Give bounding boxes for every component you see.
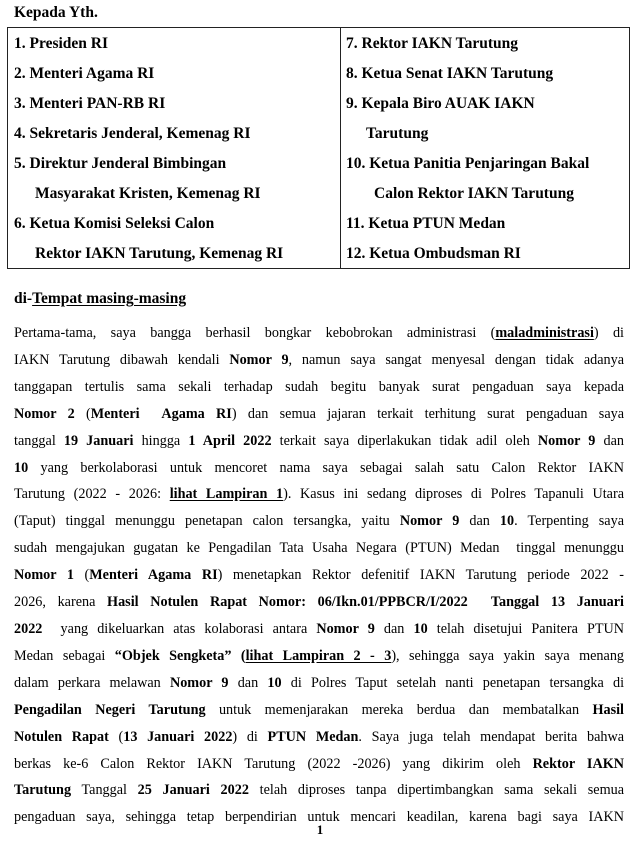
paragraph-line bbox=[14, 697, 624, 724]
text-run: IAKN Tarutung dibawah kendali bbox=[14, 351, 230, 368]
recipient-item bbox=[346, 89, 629, 149]
emphasis: 1 April 2022 bbox=[188, 432, 272, 449]
emphasis: Hasil Notulen Rapat Nomor: 06/Ikn.01/PPBCR/I/2022 Tanggal 13 Januari bbox=[107, 594, 624, 611]
emphasis: 25 Januari 2022 bbox=[137, 782, 249, 799]
recipient-text: 1. Presiden RI bbox=[14, 35, 109, 52]
text-run: tanggapan tertulis sama sekali terhadap sudah begitu banyak surat pengaduan saya kepada bbox=[14, 378, 624, 395]
recipients-left-column bbox=[8, 28, 341, 268]
recipient-item bbox=[14, 119, 340, 149]
text-run: . Saya juga telah mendapat berita bahwa bbox=[358, 728, 624, 745]
place-line bbox=[14, 288, 186, 310]
text-run: dalam perkara melawan bbox=[14, 674, 170, 691]
text-run: telah disetujui Panitera PTUN bbox=[427, 620, 625, 637]
recipient-text-continued: Calon Rektor IAKN Tarutung bbox=[374, 185, 574, 202]
recipient-item bbox=[346, 59, 629, 89]
emphasis: maladministrasi bbox=[495, 325, 594, 341]
paragraph-line bbox=[14, 589, 624, 616]
emphasis: Pengadilan Negeri Tarutung bbox=[14, 701, 206, 718]
recipients-table bbox=[7, 27, 630, 269]
text-run: tanggal bbox=[14, 432, 64, 449]
text-run: (Taput) tinggal menunggu penetapan calon tersangka, yaitu bbox=[14, 513, 400, 530]
emphasis: 19 Januari bbox=[63, 432, 134, 449]
paragraph-line bbox=[14, 670, 624, 697]
emphasis: 10 bbox=[413, 620, 428, 637]
recipient-item bbox=[14, 59, 340, 89]
text-run: ) di bbox=[593, 325, 624, 341]
emphasis: Nomor 1 bbox=[14, 567, 74, 584]
text-run: dan bbox=[228, 674, 268, 691]
emphasis: Nomor 9 bbox=[316, 620, 375, 637]
text-run: terkait saya diperlakukan tidak adil oleh bbox=[271, 432, 538, 449]
emphasis: Menteri Agama RI bbox=[89, 567, 218, 584]
page-number: 1 bbox=[316, 822, 324, 837]
text-run: dan bbox=[374, 620, 414, 637]
text-run: , namun saya sangat menyesal dengan tidak adanya bbox=[288, 351, 624, 368]
paragraph-line bbox=[14, 428, 624, 455]
text-run: ) dan semua jajaran terkait terhitung surat pengaduan saya bbox=[231, 405, 625, 422]
recipient-item bbox=[346, 239, 629, 269]
place-prefix: di- bbox=[14, 290, 33, 307]
text-run: Tarutung (2022 - 2026: bbox=[14, 486, 170, 503]
salutation: Kepada Yth. bbox=[14, 4, 98, 21]
paragraph-line bbox=[14, 481, 624, 508]
text-run: yang berkolaborasi untuk mencoret nama saya sebagai salah satu Calon Rektor IAKN bbox=[28, 459, 624, 476]
recipient-text: 9. Kepala Biro AUAK IAKN bbox=[346, 95, 535, 112]
recipient-text: 2. Menteri Agama RI bbox=[14, 65, 155, 82]
text-run: yang dikeluarkan atas kolaborasi antara bbox=[42, 620, 317, 637]
recipient-text: 10. Ketua Panitia Penjaringan Bakal bbox=[346, 155, 590, 172]
recipient-text-continued: Rektor IAKN Tarutung, Kemenag RI bbox=[35, 245, 284, 262]
recipient-text: 12. Ketua Ombudsman RI bbox=[346, 245, 521, 262]
emphasis: 2022 bbox=[14, 620, 43, 637]
paragraph-line bbox=[14, 535, 624, 562]
text-run: telah diproses tanpa dipertimbangkan sama sekali semua bbox=[248, 782, 625, 799]
text-run: Medan sebagai bbox=[14, 647, 115, 664]
recipient-text-continued: Tarutung bbox=[366, 125, 429, 142]
paragraph-line bbox=[14, 616, 624, 643]
text-run: ) di bbox=[232, 728, 268, 745]
recipient-item bbox=[346, 29, 629, 59]
paragraph-line bbox=[14, 455, 624, 482]
place-underlined: Tempat masing-masing bbox=[32, 290, 187, 307]
emphasis: “Objek Sengketa” bbox=[114, 647, 232, 664]
body-paragraph bbox=[14, 320, 624, 831]
text-run: ) menetapkan Rektor defenitif IAKN Tarutung periode 2022 - bbox=[217, 567, 625, 584]
text-run: dan bbox=[595, 432, 625, 449]
paragraph-line bbox=[14, 751, 624, 778]
text-run: pengaduan saya, sehingga tetap berpendirian untuk mencari keadilan, karena bagi saya IAKN bbox=[14, 809, 624, 826]
recipient-item bbox=[14, 209, 340, 269]
emphasis: Notulen Rapat bbox=[14, 728, 109, 745]
text-run: 2026, karena bbox=[14, 594, 108, 611]
paragraph-line bbox=[14, 320, 624, 347]
emphasis: Nomor 2 bbox=[14, 405, 75, 422]
emphasis: 10 bbox=[267, 674, 282, 691]
text-run: di Polres Taput setelah nanti penetapan tersangka di bbox=[281, 674, 625, 691]
emphasis: Menteri Agama RI bbox=[90, 405, 232, 422]
emphasis: Nomor 9 bbox=[537, 432, 596, 449]
emphasis: 10 bbox=[499, 513, 515, 530]
paragraph-line bbox=[14, 777, 624, 804]
text-run: ( bbox=[73, 567, 90, 584]
text-run: ), sehingga saya yakin saya menang bbox=[391, 647, 625, 664]
paragraph-line bbox=[14, 347, 624, 374]
paragraph-line bbox=[14, 374, 624, 401]
text-run: hingga bbox=[133, 432, 189, 449]
recipients-right-column bbox=[341, 28, 629, 268]
paragraph-line bbox=[14, 562, 624, 589]
paragraph-line bbox=[14, 724, 624, 751]
emphasis: PTUN Medan bbox=[267, 728, 359, 745]
emphasis: 10 bbox=[14, 459, 29, 476]
recipient-text: 4. Sekretaris Jenderal, Kemenag RI bbox=[14, 125, 251, 142]
text-run: Tanggal bbox=[71, 782, 138, 799]
paragraph-line bbox=[14, 401, 624, 428]
emphasis: Tarutung bbox=[14, 782, 72, 799]
recipient-text: 8. Ketua Senat IAKN Tarutung bbox=[346, 65, 554, 82]
emphasis: 13 Januari 2022 bbox=[123, 728, 233, 745]
emphasis: Nomor 9 bbox=[169, 674, 229, 691]
recipient-item bbox=[346, 209, 629, 239]
recipient-text: 6. Ketua Komisi Seleksi Calon bbox=[14, 215, 215, 232]
attachment-reference: lihat Lampiran 1 bbox=[169, 486, 284, 503]
recipient-text: 3. Menteri PAN-RB RI bbox=[14, 95, 166, 112]
emphasis: Rektor IAKN bbox=[532, 755, 624, 772]
emphasis: Nomor 9 bbox=[229, 351, 289, 368]
emphasis: Hasil bbox=[592, 701, 624, 718]
paragraph-line bbox=[14, 508, 624, 535]
text-run: . Terpenting saya bbox=[514, 513, 624, 530]
recipient-text-continued: Masyarakat Kristen, Kemenag RI bbox=[35, 185, 261, 202]
attachment-reference: lihat Lampiran 2 - 3 bbox=[245, 647, 392, 664]
text-run: ( bbox=[74, 405, 91, 422]
recipient-item bbox=[14, 149, 340, 209]
text-run: berkas ke-6 Calon Rektor IAKN Tarutung (2022 -2026) yang dikirim oleh bbox=[14, 755, 533, 772]
text-run: sudah mengajukan gugatan ke Pengadilan Tata Usaha Negara (PTUN) Medan tinggal menunggu bbox=[14, 540, 624, 557]
recipient-item bbox=[346, 149, 629, 209]
recipient-item bbox=[14, 89, 340, 119]
emphasis: Nomor 9 bbox=[399, 513, 460, 530]
text-run: Pertama-tama, saya bangga berhasil bongkar kebobrokan administrasi ( bbox=[14, 325, 496, 341]
paragraph-line bbox=[14, 643, 624, 670]
text-run: ( bbox=[231, 647, 246, 664]
text-run: ). Kasus ini sedang diproses di Polres Tapanuli Utara bbox=[283, 486, 624, 503]
text-run: ( bbox=[108, 728, 124, 745]
text-run: untuk memenjarakan mereka berdua dan membatalkan bbox=[205, 701, 593, 718]
recipient-text: 7. Rektor IAKN Tarutung bbox=[346, 35, 518, 52]
recipient-text: 5. Direktur Jenderal Bimbingan bbox=[14, 155, 227, 172]
recipient-text: 11. Ketua PTUN Medan bbox=[346, 215, 506, 232]
recipient-item bbox=[14, 29, 340, 59]
text-run: dan bbox=[459, 513, 500, 530]
